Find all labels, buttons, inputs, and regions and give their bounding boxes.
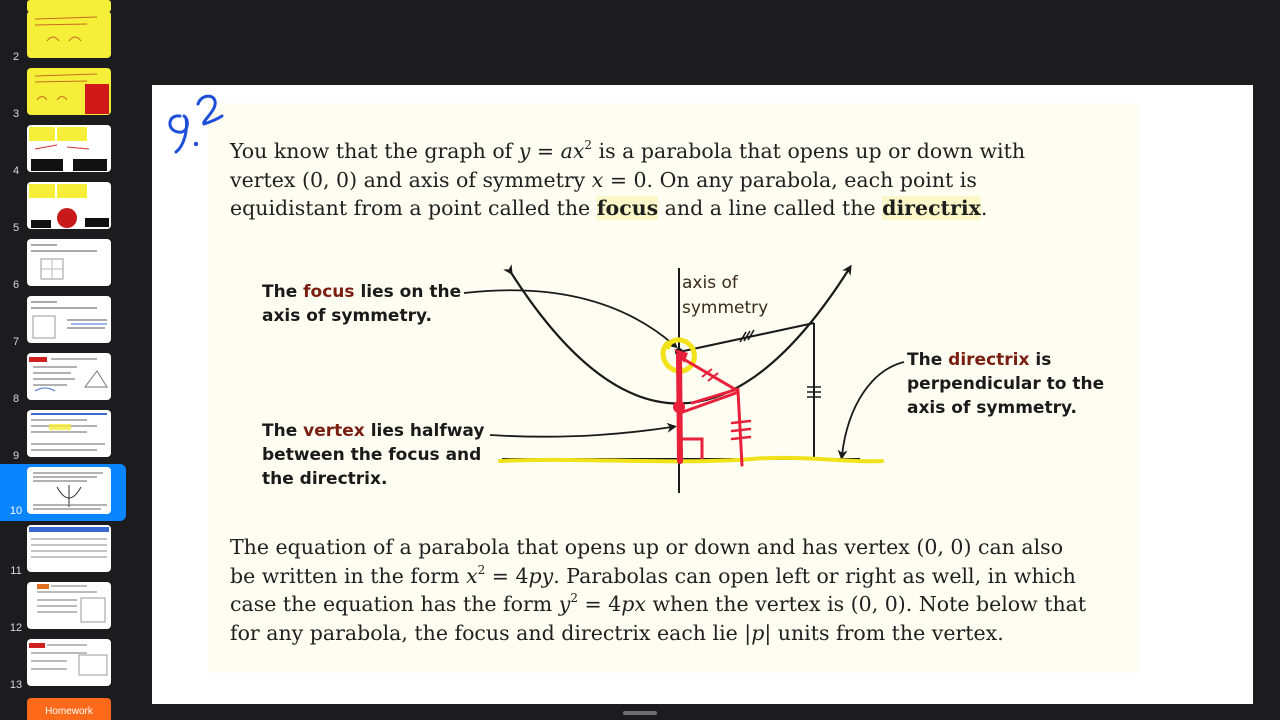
callout-text: axis of symmetry. [262,306,432,326]
slide-number: 13 [9,679,23,691]
thumbnail-scribbles [27,68,111,115]
math-equals: = 4 [485,563,529,588]
callout-text: perpendicular to the [907,374,1105,394]
thumbnail-scribbles [27,182,111,229]
homework-slide-tab[interactable] [27,698,111,720]
slide-thumbnail[interactable] [27,582,111,629]
thumbnail-scribbles [27,11,111,58]
text-span: . Parabolas can open left or right as well, in which [553,563,1076,588]
vertex-callout [262,419,497,491]
slide-canvas[interactable] [152,85,1253,704]
slide-thumbnail[interactable] [27,467,111,514]
slide-thumbnail-row[interactable] [0,581,126,638]
directrix-leader-arrow [842,362,904,455]
text-span: The equation of a parabola that opens up or down and has vertex (0, 0) can also [230,535,1064,559]
callout-text: lies on the [354,282,462,302]
home-indicator[interactable] [623,711,657,715]
math-ax: ax [560,139,585,163]
thumbnail-scribbles [27,353,111,400]
math-equals: = [530,139,561,163]
slide-number: 11 [10,565,22,577]
callout-text: between the focus and [262,445,482,465]
vertex-leader-arrow [490,427,672,437]
thumbnail-scribbles [27,467,111,514]
math-exponent: 2 [477,562,486,577]
text-span: equidistant from a point called the [230,196,597,220]
math-x: x [466,563,478,588]
thumbnail-scribbles [27,525,111,572]
text-span: units from the vertex. [771,620,1004,645]
text-span: and a line called the [658,196,883,220]
slide-thumbnail[interactable] [27,639,111,686]
slide-number: 10 [9,505,23,517]
slide-thumbnail-sidebar [0,0,126,720]
math-exponent: 2 [584,138,593,152]
slide-thumbnail-row[interactable] [0,124,126,181]
focus-leader-arrow [464,290,674,345]
slide-number: 6 [12,279,20,291]
slide-thumbnail[interactable] [27,68,111,115]
slide-number: 12 [9,622,23,634]
text-span: when the vertex is (0, 0). Note below that [645,592,1087,616]
math-px: px [621,592,646,616]
slide-thumbnail[interactable] [27,410,111,457]
math-x: x [591,167,604,192]
slide-thumbnail-row[interactable] [0,181,126,238]
slide-number: 5 [12,222,20,234]
callout-keyword: directrix [948,350,1030,370]
thumbnail-scribbles [27,239,111,286]
axis-label-line: axis of [682,273,738,293]
text-span: case the equation has the form [230,592,559,616]
slide-number: 4 [12,165,20,177]
callout-keyword: focus [303,282,355,302]
focus-term: focus [596,196,659,220]
thumbnail-scribbles [27,296,111,343]
text-span: be written in the form [230,563,467,588]
callout-text: The [262,282,304,302]
slide-thumbnail-row[interactable] [0,352,126,409]
slide-thumbnail-row[interactable] [0,524,126,581]
text-span: for any parabola, the focus and directrix each lie [230,620,745,645]
math-py: py [528,563,554,588]
slide-number: 9 [12,450,20,462]
callout-text: lies halfway [364,421,485,441]
slide-number: 8 [12,393,20,405]
axis-of-symmetry-label [682,271,792,321]
slide-thumbnail-row[interactable] [0,10,126,67]
math-exponent: 2 [570,591,578,605]
text-span: = 0. On any parabola, each point is [603,167,977,192]
slide-thumbnail-row[interactable] [0,238,126,295]
thumbnail-scribbles [27,125,111,172]
text-span: is a parabola that opens up or down with [592,139,1026,163]
slide-thumbnail[interactable] [27,525,111,572]
directrix-callout [907,348,1127,420]
slide-thumbnail[interactable] [27,182,111,229]
slide-number: 2 [12,51,20,63]
thumbnail-scribbles [27,639,111,686]
text-span: You know that the graph of [230,139,519,163]
slide-thumbnail[interactable] [27,296,111,343]
slide-thumbnail-row[interactable] [0,638,126,695]
slide-thumbnail[interactable] [27,353,111,400]
callout-text: the directrix. [262,469,388,489]
slide-thumbnail[interactable] [27,125,111,172]
math-equals: = 4 [577,592,622,616]
math-y: y [518,139,531,163]
red-ink-right-angle [682,439,702,459]
slide-thumbnail[interactable] [27,239,111,286]
slide-thumbnail-row[interactable] [0,67,126,124]
callout-keyword: vertex [303,421,365,441]
math-y: y [558,592,571,616]
directrix-term: directrix [882,196,981,220]
focus-callout [262,280,482,328]
math-abs-p: |p| [744,620,772,645]
thumbnail-scribbles [27,582,111,629]
slide-number: 7 [12,336,20,348]
callout-text: is [1029,350,1052,370]
callout-text: The [262,421,304,441]
slide-thumbnail-row-selected[interactable] [0,464,126,521]
slide-thumbnail-row[interactable] [0,295,126,352]
text-span: vertex (0, 0) and axis of symmetry [230,167,592,192]
thumbnail-scribbles [27,410,111,457]
callout-text: The [907,350,949,370]
slide-thumbnail-row[interactable] [0,409,126,466]
homework-label: Homework [45,706,93,717]
slide-thumbnail[interactable] [27,11,111,58]
text-span: . [980,196,988,220]
red-ink-vertical [738,391,742,465]
red-ink-vertex-dot [673,401,685,413]
callout-text: axis of symmetry. [907,398,1077,418]
axis-label-line: symmetry [682,298,769,318]
slide-number: 3 [12,108,20,120]
equation-paragraph [230,533,1130,647]
